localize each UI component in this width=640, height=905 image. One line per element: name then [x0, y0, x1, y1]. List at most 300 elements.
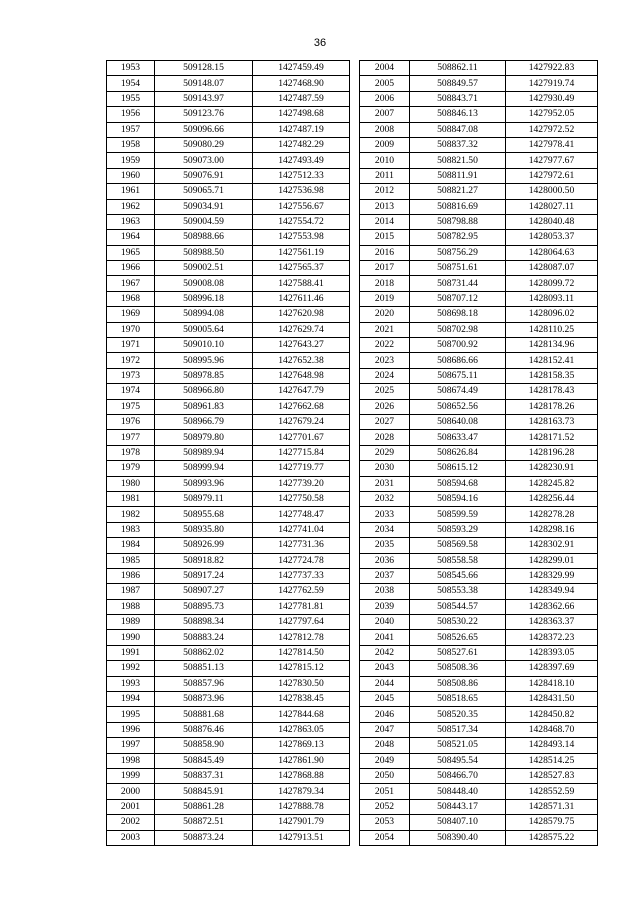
table-row — [360, 184, 598, 199]
point-number-cell: 2008 — [360, 122, 410, 137]
y-coordinate-cell: 1428171.52 — [506, 430, 598, 445]
point-number-cell: 1970 — [107, 322, 155, 337]
y-coordinate-cell: 1427554.72 — [253, 214, 350, 229]
table-row — [107, 61, 350, 76]
x-coordinate-cell: 509073.00 — [155, 153, 253, 168]
y-coordinate-cell: 1427611.46 — [253, 291, 350, 306]
table-row — [360, 753, 598, 768]
table-row — [360, 461, 598, 476]
table-row — [107, 599, 350, 614]
point-number-cell: 1986 — [107, 568, 155, 583]
point-number-cell: 2015 — [360, 230, 410, 245]
x-coordinate-cell: 508508.86 — [410, 676, 506, 691]
table-row — [107, 476, 350, 491]
table-row — [107, 753, 350, 768]
table-row — [107, 184, 350, 199]
y-coordinate-cell: 1427468.90 — [253, 76, 350, 91]
table-row — [360, 307, 598, 322]
table-row — [107, 568, 350, 583]
x-coordinate-cell: 508996.18 — [155, 291, 253, 306]
y-coordinate-cell: 1427556.67 — [253, 199, 350, 214]
table-row — [360, 122, 598, 137]
y-coordinate-cell: 1428552.59 — [506, 784, 598, 799]
point-number-cell: 1962 — [107, 199, 155, 214]
x-coordinate-cell: 509002.51 — [155, 261, 253, 276]
table-row — [360, 261, 598, 276]
point-number-cell: 2028 — [360, 430, 410, 445]
point-number-cell: 1967 — [107, 276, 155, 291]
point-number-cell: 1999 — [107, 768, 155, 783]
point-number-cell: 2007 — [360, 107, 410, 122]
y-coordinate-cell: 1427781.81 — [253, 599, 350, 614]
point-number-cell: 2030 — [360, 461, 410, 476]
point-number-cell: 2038 — [360, 584, 410, 599]
x-coordinate-cell: 508569.58 — [410, 538, 506, 553]
y-coordinate-cell: 1428372.23 — [506, 630, 598, 645]
point-number-cell: 1995 — [107, 707, 155, 722]
x-coordinate-cell: 508895.73 — [155, 599, 253, 614]
point-number-cell: 1964 — [107, 230, 155, 245]
x-coordinate-cell: 508626.84 — [410, 445, 506, 460]
y-coordinate-cell: 1427863.05 — [253, 722, 350, 737]
point-number-cell: 1965 — [107, 245, 155, 260]
point-number-cell: 2004 — [360, 61, 410, 76]
x-coordinate-cell: 509096.66 — [155, 122, 253, 137]
y-coordinate-cell: 1427512.33 — [253, 168, 350, 183]
table-row — [107, 615, 350, 630]
table-row — [107, 414, 350, 429]
table-row — [360, 784, 598, 799]
point-number-cell: 1992 — [107, 661, 155, 676]
y-coordinate-cell: 1428363.37 — [506, 615, 598, 630]
table-row — [360, 799, 598, 814]
point-number-cell: 2026 — [360, 399, 410, 414]
point-number-cell: 1972 — [107, 353, 155, 368]
x-coordinate-cell: 508390.40 — [410, 830, 506, 845]
y-coordinate-cell: 1428450.82 — [506, 707, 598, 722]
table-row — [107, 199, 350, 214]
table-row — [107, 645, 350, 660]
table-row — [360, 61, 598, 76]
point-number-cell: 2046 — [360, 707, 410, 722]
x-coordinate-cell: 508988.50 — [155, 245, 253, 260]
x-coordinate-cell: 509080.29 — [155, 137, 253, 152]
x-coordinate-cell: 508935.80 — [155, 522, 253, 537]
table-row — [107, 707, 350, 722]
point-number-cell: 2003 — [107, 830, 155, 845]
x-coordinate-cell: 508686.66 — [410, 353, 506, 368]
point-number-cell: 2014 — [360, 214, 410, 229]
table-row — [360, 615, 598, 630]
point-number-cell: 2019 — [360, 291, 410, 306]
y-coordinate-cell: 1427739.20 — [253, 476, 350, 491]
x-coordinate-cell: 509123.76 — [155, 107, 253, 122]
point-number-cell: 1983 — [107, 522, 155, 537]
x-coordinate-cell: 508995.96 — [155, 353, 253, 368]
x-coordinate-cell: 508553.38 — [410, 584, 506, 599]
point-number-cell: 1957 — [107, 122, 155, 137]
x-coordinate-cell: 508918.82 — [155, 553, 253, 568]
y-coordinate-cell: 1427679.24 — [253, 414, 350, 429]
y-coordinate-cell: 1427724.78 — [253, 553, 350, 568]
table-row — [360, 661, 598, 676]
x-coordinate-cell: 508527.61 — [410, 645, 506, 660]
point-number-cell: 2027 — [360, 414, 410, 429]
point-number-cell: 1990 — [107, 630, 155, 645]
point-number-cell: 2040 — [360, 615, 410, 630]
point-number-cell: 2001 — [107, 799, 155, 814]
point-number-cell: 2034 — [360, 522, 410, 537]
y-coordinate-cell: 1427861.90 — [253, 753, 350, 768]
table-row — [360, 137, 598, 152]
y-coordinate-cell: 1428514.25 — [506, 753, 598, 768]
table-row — [360, 230, 598, 245]
table-row — [360, 815, 598, 830]
point-number-cell: 1996 — [107, 722, 155, 737]
x-coordinate-cell: 508466.70 — [410, 768, 506, 783]
x-coordinate-cell: 508811.91 — [410, 168, 506, 183]
point-number-cell: 2011 — [360, 168, 410, 183]
point-number-cell: 2009 — [360, 137, 410, 152]
point-number-cell: 2053 — [360, 815, 410, 830]
x-coordinate-cell: 508966.80 — [155, 384, 253, 399]
point-number-cell: 2049 — [360, 753, 410, 768]
x-coordinate-cell: 508845.91 — [155, 784, 253, 799]
y-coordinate-cell: 1428110.25 — [506, 322, 598, 337]
y-coordinate-cell: 1427588.41 — [253, 276, 350, 291]
x-coordinate-cell: 508847.08 — [410, 122, 506, 137]
x-coordinate-cell: 509076.91 — [155, 168, 253, 183]
x-coordinate-cell: 508407.10 — [410, 815, 506, 830]
table-row — [107, 553, 350, 568]
table-row — [360, 599, 598, 614]
y-coordinate-cell: 1428053.37 — [506, 230, 598, 245]
x-coordinate-cell: 508876.46 — [155, 722, 253, 737]
table-row — [360, 722, 598, 737]
point-number-cell: 2002 — [107, 815, 155, 830]
y-coordinate-cell: 1427459.49 — [253, 61, 350, 76]
y-coordinate-cell: 1428027.11 — [506, 199, 598, 214]
table-row — [360, 338, 598, 353]
table-row — [107, 830, 350, 845]
coordinate-table-left — [106, 60, 350, 846]
point-number-cell: 1994 — [107, 692, 155, 707]
x-coordinate-cell: 508858.90 — [155, 738, 253, 753]
table-row — [107, 768, 350, 783]
x-coordinate-cell: 508526.65 — [410, 630, 506, 645]
x-coordinate-cell: 508702.98 — [410, 322, 506, 337]
table-row — [107, 491, 350, 506]
x-coordinate-cell: 508633.47 — [410, 430, 506, 445]
y-coordinate-cell: 1427972.52 — [506, 122, 598, 137]
point-number-cell: 1960 — [107, 168, 155, 183]
y-coordinate-cell: 1428571.31 — [506, 799, 598, 814]
x-coordinate-cell: 509065.71 — [155, 184, 253, 199]
x-coordinate-cell: 508907.27 — [155, 584, 253, 599]
x-coordinate-cell: 509143.97 — [155, 91, 253, 106]
y-coordinate-cell: 1428393.05 — [506, 645, 598, 660]
y-coordinate-cell: 1428256.44 — [506, 491, 598, 506]
point-number-cell: 2005 — [360, 76, 410, 91]
y-coordinate-cell: 1427715.84 — [253, 445, 350, 460]
point-number-cell: 1973 — [107, 368, 155, 383]
table-row — [107, 91, 350, 106]
y-coordinate-cell: 1427648.98 — [253, 368, 350, 383]
y-coordinate-cell: 1428152.41 — [506, 353, 598, 368]
y-coordinate-cell: 1427888.78 — [253, 799, 350, 814]
x-coordinate-cell: 508544.57 — [410, 599, 506, 614]
table-row — [107, 661, 350, 676]
y-coordinate-cell: 1428040.48 — [506, 214, 598, 229]
y-coordinate-cell: 1427922.83 — [506, 61, 598, 76]
point-number-cell: 1980 — [107, 476, 155, 491]
x-coordinate-cell: 508837.32 — [410, 137, 506, 152]
point-number-cell: 1984 — [107, 538, 155, 553]
point-number-cell: 1993 — [107, 676, 155, 691]
x-coordinate-cell: 508873.96 — [155, 692, 253, 707]
y-coordinate-cell: 1427652.38 — [253, 353, 350, 368]
point-number-cell: 1974 — [107, 384, 155, 399]
y-coordinate-cell: 1427972.61 — [506, 168, 598, 183]
y-coordinate-cell: 1427977.67 — [506, 153, 598, 168]
x-coordinate-cell: 508615.12 — [410, 461, 506, 476]
y-coordinate-cell: 1427662.68 — [253, 399, 350, 414]
x-coordinate-cell: 508756.29 — [410, 245, 506, 260]
x-coordinate-cell: 508846.13 — [410, 107, 506, 122]
y-coordinate-cell: 1428064.63 — [506, 245, 598, 260]
point-number-cell: 2016 — [360, 245, 410, 260]
x-coordinate-cell: 509010.10 — [155, 338, 253, 353]
table-row — [360, 199, 598, 214]
y-coordinate-cell: 1427536.98 — [253, 184, 350, 199]
y-coordinate-cell: 1427952.05 — [506, 107, 598, 122]
point-number-cell: 1956 — [107, 107, 155, 122]
x-coordinate-cell: 508883.24 — [155, 630, 253, 645]
table-row — [360, 538, 598, 553]
y-coordinate-cell: 1427830.50 — [253, 676, 350, 691]
x-coordinate-cell: 509005.64 — [155, 322, 253, 337]
y-coordinate-cell: 1427930.49 — [506, 91, 598, 106]
y-coordinate-cell: 1427629.74 — [253, 322, 350, 337]
x-coordinate-cell: 508979.11 — [155, 491, 253, 506]
y-coordinate-cell: 1427913.51 — [253, 830, 350, 845]
point-number-cell: 1976 — [107, 414, 155, 429]
point-number-cell: 2013 — [360, 199, 410, 214]
table-row — [107, 122, 350, 137]
point-number-cell: 2045 — [360, 692, 410, 707]
point-number-cell: 1959 — [107, 153, 155, 168]
point-number-cell: 1998 — [107, 753, 155, 768]
table-row — [360, 291, 598, 306]
table-row — [107, 676, 350, 691]
x-coordinate-cell: 508994.08 — [155, 307, 253, 322]
coordinate-table-right-body — [360, 61, 598, 846]
point-number-cell: 1963 — [107, 214, 155, 229]
y-coordinate-cell: 1427815.12 — [253, 661, 350, 676]
point-number-cell: 2039 — [360, 599, 410, 614]
y-coordinate-cell: 1428230.91 — [506, 461, 598, 476]
point-number-cell: 2021 — [360, 322, 410, 337]
table-row — [360, 353, 598, 368]
table-row — [107, 692, 350, 707]
y-coordinate-cell: 1427482.29 — [253, 137, 350, 152]
point-number-cell: 2052 — [360, 799, 410, 814]
table-row — [360, 107, 598, 122]
y-coordinate-cell: 1428527.83 — [506, 768, 598, 783]
table-row — [107, 230, 350, 245]
x-coordinate-cell: 508508.36 — [410, 661, 506, 676]
x-coordinate-cell: 508978.85 — [155, 368, 253, 383]
y-coordinate-cell: 1427844.68 — [253, 707, 350, 722]
table-row — [107, 245, 350, 260]
y-coordinate-cell: 1427748.47 — [253, 507, 350, 522]
table-row — [107, 461, 350, 476]
table-row — [107, 168, 350, 183]
point-number-cell: 2006 — [360, 91, 410, 106]
x-coordinate-cell: 508872.51 — [155, 815, 253, 830]
x-coordinate-cell: 508845.49 — [155, 753, 253, 768]
x-coordinate-cell: 508517.34 — [410, 722, 506, 737]
x-coordinate-cell: 509004.59 — [155, 214, 253, 229]
table-row — [107, 445, 350, 460]
point-number-cell: 2022 — [360, 338, 410, 353]
table-row — [360, 414, 598, 429]
y-coordinate-cell: 1428298.16 — [506, 522, 598, 537]
point-number-cell: 1966 — [107, 261, 155, 276]
y-coordinate-cell: 1428299.01 — [506, 553, 598, 568]
table-row — [360, 645, 598, 660]
point-number-cell: 2031 — [360, 476, 410, 491]
point-number-cell: 2050 — [360, 768, 410, 783]
x-coordinate-cell: 508821.50 — [410, 153, 506, 168]
x-coordinate-cell: 508999.94 — [155, 461, 253, 476]
point-number-cell: 1961 — [107, 184, 155, 199]
y-coordinate-cell: 1428099.72 — [506, 276, 598, 291]
y-coordinate-cell: 1428093.11 — [506, 291, 598, 306]
x-coordinate-cell: 508857.96 — [155, 676, 253, 691]
table-row — [107, 430, 350, 445]
point-number-cell: 2043 — [360, 661, 410, 676]
y-coordinate-cell: 1427553.98 — [253, 230, 350, 245]
point-number-cell: 2047 — [360, 722, 410, 737]
x-coordinate-cell: 509148.07 — [155, 76, 253, 91]
table-row — [360, 153, 598, 168]
y-coordinate-cell: 1427498.68 — [253, 107, 350, 122]
x-coordinate-cell: 508961.83 — [155, 399, 253, 414]
y-coordinate-cell: 1428349.94 — [506, 584, 598, 599]
y-coordinate-cell: 1428493.14 — [506, 738, 598, 753]
point-number-cell: 2032 — [360, 491, 410, 506]
x-coordinate-cell: 508707.12 — [410, 291, 506, 306]
y-coordinate-cell: 1427643.27 — [253, 338, 350, 353]
y-coordinate-cell: 1428575.22 — [506, 830, 598, 845]
table-row — [107, 276, 350, 291]
point-number-cell: 2048 — [360, 738, 410, 753]
x-coordinate-cell: 508698.18 — [410, 307, 506, 322]
point-number-cell: 2054 — [360, 830, 410, 845]
y-coordinate-cell: 1427493.49 — [253, 153, 350, 168]
y-coordinate-cell: 1428096.02 — [506, 307, 598, 322]
table-row — [107, 507, 350, 522]
point-number-cell: 2044 — [360, 676, 410, 691]
point-number-cell: 1958 — [107, 137, 155, 152]
point-number-cell: 2023 — [360, 353, 410, 368]
table-row — [107, 738, 350, 753]
x-coordinate-cell: 508851.13 — [155, 661, 253, 676]
x-coordinate-cell: 508881.68 — [155, 707, 253, 722]
x-coordinate-cell: 508700.92 — [410, 338, 506, 353]
point-number-cell: 1969 — [107, 307, 155, 322]
x-coordinate-cell: 508530.22 — [410, 615, 506, 630]
table-row — [107, 214, 350, 229]
point-number-cell: 2010 — [360, 153, 410, 168]
x-coordinate-cell: 508731.44 — [410, 276, 506, 291]
table-row — [360, 584, 598, 599]
x-coordinate-cell: 508675.11 — [410, 368, 506, 383]
table-row — [360, 245, 598, 260]
x-coordinate-cell: 508955.68 — [155, 507, 253, 522]
y-coordinate-cell: 1427812.78 — [253, 630, 350, 645]
table-row — [360, 707, 598, 722]
table-row — [360, 76, 598, 91]
y-coordinate-cell: 1428134.96 — [506, 338, 598, 353]
x-coordinate-cell: 508448.40 — [410, 784, 506, 799]
y-coordinate-cell: 1427620.98 — [253, 307, 350, 322]
y-coordinate-cell: 1428579.75 — [506, 815, 598, 830]
table-row — [360, 553, 598, 568]
point-number-cell: 1987 — [107, 584, 155, 599]
y-coordinate-cell: 1428329.99 — [506, 568, 598, 583]
table-row — [360, 322, 598, 337]
x-coordinate-cell: 508843.71 — [410, 91, 506, 106]
table-row — [107, 307, 350, 322]
y-coordinate-cell: 1428431.50 — [506, 692, 598, 707]
x-coordinate-cell: 508917.24 — [155, 568, 253, 583]
x-coordinate-cell: 508521.05 — [410, 738, 506, 753]
y-coordinate-cell: 1427487.59 — [253, 91, 350, 106]
point-number-cell: 1981 — [107, 491, 155, 506]
y-coordinate-cell: 1428178.43 — [506, 384, 598, 399]
table-row — [360, 738, 598, 753]
page-number: 36 — [313, 37, 327, 49]
table-row — [107, 261, 350, 276]
table-row — [107, 522, 350, 537]
y-coordinate-cell: 1427814.50 — [253, 645, 350, 660]
x-coordinate-cell: 508518.65 — [410, 692, 506, 707]
x-coordinate-cell: 508926.99 — [155, 538, 253, 553]
table-row — [107, 76, 350, 91]
y-coordinate-cell: 1427750.58 — [253, 491, 350, 506]
y-coordinate-cell: 1427762.59 — [253, 584, 350, 599]
point-number-cell: 1988 — [107, 599, 155, 614]
table-row — [360, 507, 598, 522]
x-coordinate-cell: 509128.15 — [155, 61, 253, 76]
point-number-cell: 2025 — [360, 384, 410, 399]
point-number-cell: 1975 — [107, 399, 155, 414]
table-row — [360, 568, 598, 583]
table-row — [107, 384, 350, 399]
table-row — [360, 399, 598, 414]
point-number-cell: 1978 — [107, 445, 155, 460]
y-coordinate-cell: 1427797.64 — [253, 615, 350, 630]
y-coordinate-cell: 1428163.73 — [506, 414, 598, 429]
table-row — [360, 630, 598, 645]
point-number-cell: 2012 — [360, 184, 410, 199]
x-coordinate-cell: 508652.56 — [410, 399, 506, 414]
table-row — [360, 384, 598, 399]
point-number-cell: 1953 — [107, 61, 155, 76]
x-coordinate-cell: 508821.27 — [410, 184, 506, 199]
